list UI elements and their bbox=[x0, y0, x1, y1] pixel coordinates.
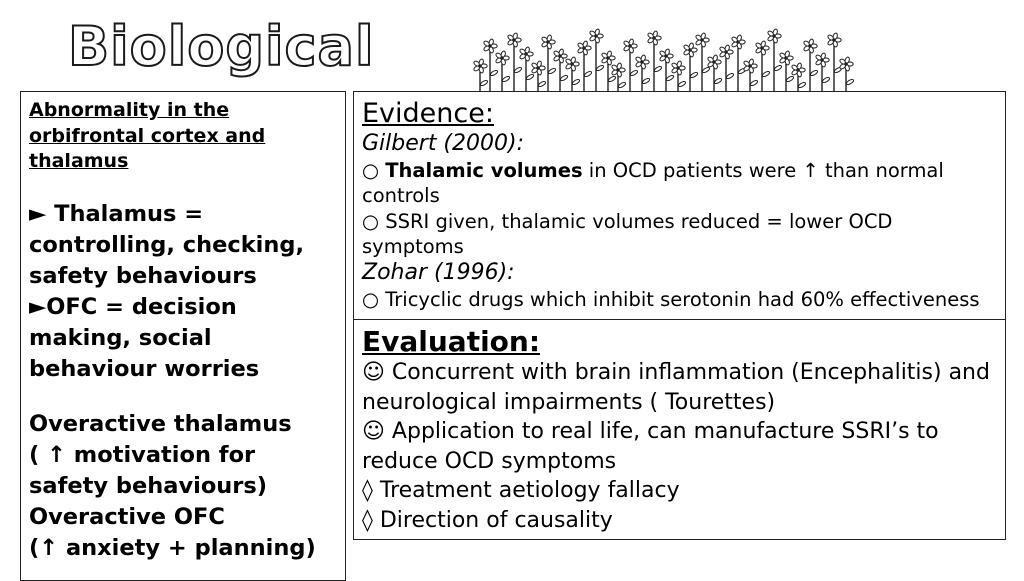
panel-heading: Abnormality in the orbifrontal cortex and thalamus bbox=[29, 99, 266, 173]
flower-icon bbox=[719, 45, 734, 94]
flower-icon bbox=[611, 63, 626, 94]
evidence-line: ○ Tricyclic drugs which inhibit serotonin had 60% effectiveness bbox=[362, 287, 980, 311]
flower-icon bbox=[827, 33, 842, 94]
evaluation-point: ◊ Direction of causality bbox=[362, 507, 613, 533]
overactive-thalamus-label: Overactive thalamus bbox=[29, 411, 292, 438]
study-zohar: Zohar (1996): bbox=[362, 260, 515, 286]
flower-icon bbox=[695, 33, 710, 94]
evidence-line bbox=[362, 158, 997, 209]
evidence-text: in OCD patients were ↑ than normal controls bbox=[362, 158, 944, 208]
flower-border-decoration bbox=[468, 28, 860, 94]
evidence-line: ○ SSRI given, thalamic volumes reduced = lower OCD symptoms bbox=[362, 209, 893, 258]
flower-icon bbox=[635, 55, 650, 94]
flower-icon bbox=[803, 39, 818, 94]
thalamus-ofc-panel bbox=[20, 91, 346, 581]
ofc-point: ►OFC = decision making, social behaviour worries bbox=[29, 294, 260, 383]
thalamus-point: ► Thalamus = controlling, checking, safety behaviours bbox=[29, 200, 305, 290]
evaluation-heading: Evaluation: bbox=[362, 325, 541, 358]
evaluation-point: ◊ Treatment aetiology fallacy bbox=[362, 478, 680, 504]
page-title: Biological bbox=[68, 15, 375, 78]
overactive-thalamus-detail: ( ↑ motivation for safety behaviours) bbox=[29, 442, 268, 500]
evaluation-point: ☺ Concurrent with brain inflammation (Encephalitis) and neurological impairments ( Tourettes) bbox=[362, 360, 990, 415]
evidence-panel bbox=[353, 91, 1006, 321]
bullet: ○ bbox=[362, 158, 386, 182]
flower-icon bbox=[473, 59, 488, 94]
evaluation-point: ☺ Application to real life, can manufacture SSRI’s to reduce OCD symptoms bbox=[362, 419, 939, 474]
flower-icon bbox=[707, 55, 722, 94]
flower-icon bbox=[743, 59, 758, 94]
evaluation-panel bbox=[353, 319, 1006, 540]
overactive-ofc-detail: (↑ anxiety + planning) bbox=[29, 535, 316, 562]
evidence-heading: Evidence: bbox=[362, 98, 494, 129]
flower-icon bbox=[839, 57, 854, 94]
overactive-ofc-label: Overactive OFC bbox=[29, 504, 225, 531]
study-gilbert: Gilbert (2000): bbox=[362, 131, 525, 157]
flower-icon bbox=[577, 41, 592, 94]
evidence-keyword: Thalamic volumes bbox=[385, 158, 583, 182]
flower-icon bbox=[507, 33, 522, 94]
